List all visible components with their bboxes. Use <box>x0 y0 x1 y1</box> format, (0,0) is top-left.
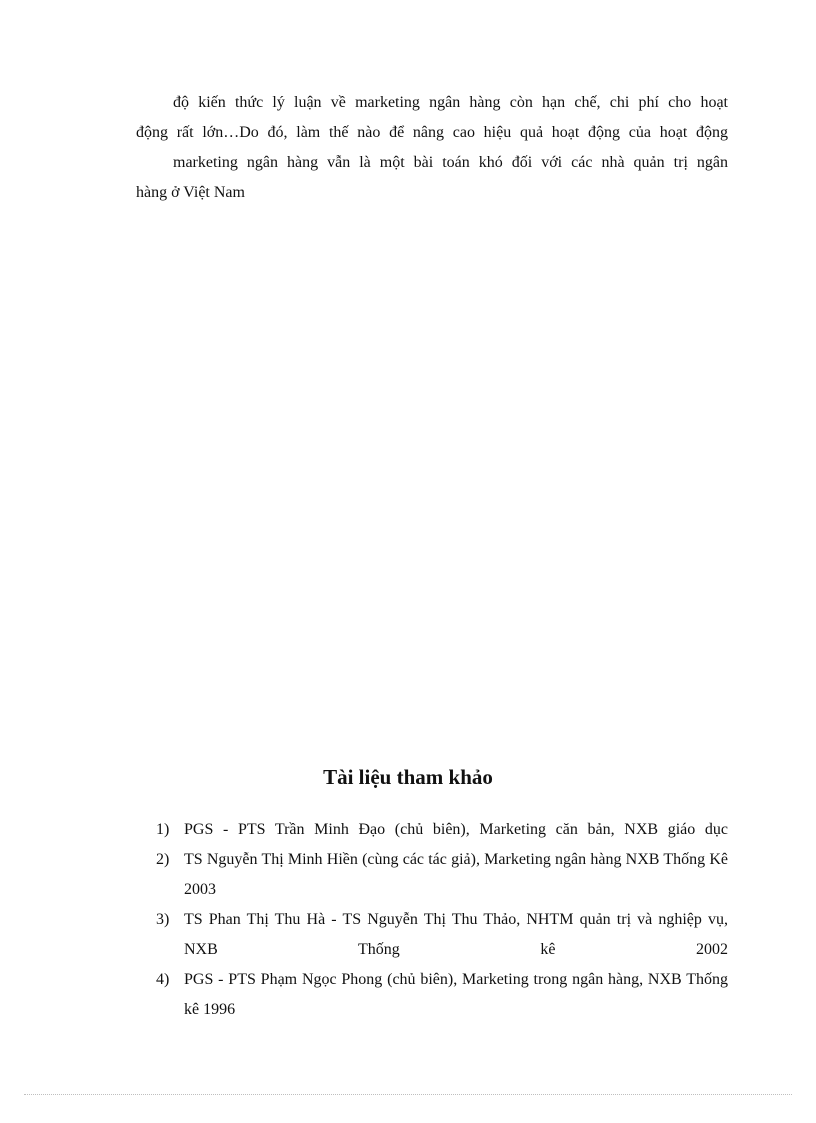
reference-text: PGS - PTS Phạm Ngọc Phong (chủ biên), Marketing trong ngân hàng, NXB Thống kê 1996 <box>184 971 728 1018</box>
reference-item <box>156 815 728 845</box>
paragraph-line: marketing ngân hàng vẫn là một bài toán khó đối với các nhà quản trị ngân <box>173 154 728 171</box>
reference-item <box>156 845 728 905</box>
paragraph-line: động rất lớn…Do đó, làm thế nào để nâng cao hiệu quả hoạt động của hoạt động <box>136 124 728 141</box>
paragraph-line: độ kiến thức lý luận về marketing ngân hàng còn hạn chế, chi phí cho hoạt <box>173 94 728 111</box>
body-paragraph-2 <box>136 148 728 208</box>
reference-item <box>156 905 728 965</box>
reference-item <box>156 965 728 1025</box>
reference-text: TS Phan Thị Thu Hà - TS Nguyễn Thị Thu Thảo, NHTM quản trị và nghiệp vụ, NXB Thống kê 2002 <box>184 911 728 958</box>
paragraph-line: hàng ở Việt Nam <box>136 184 245 201</box>
reference-number: 1) <box>156 821 170 838</box>
references-list <box>156 815 728 1025</box>
reference-number: 3) <box>156 911 170 928</box>
reference-number: 2) <box>156 851 170 868</box>
reference-text: PGS - PTS Trần Minh Đạo (chủ biên), Marketing căn bản, NXB giáo dục <box>184 821 728 838</box>
footer-divider <box>24 1094 792 1095</box>
references-title: Tài liệu tham khảo <box>323 765 493 789</box>
reference-number: 4) <box>156 971 170 988</box>
reference-text: TS Nguyễn Thị Minh Hiền (cùng các tác giả), Marketing ngân hàng NXB Thống Kê 2003 <box>184 851 728 898</box>
body-paragraph-1 <box>136 88 728 148</box>
